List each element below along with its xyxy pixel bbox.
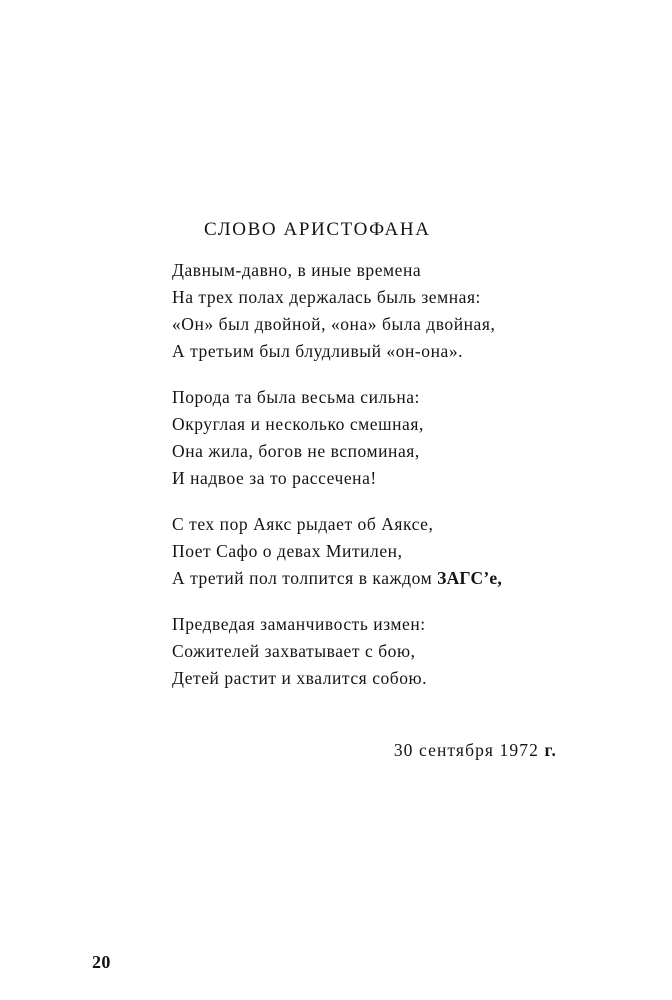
verse-line: С тех пор Аякс рыдает об Аяксе, [172, 514, 434, 534]
verse-line: А третьим был блудливый «он-она». [172, 341, 464, 361]
page-number: 20 [92, 952, 111, 972]
stanza-3 [172, 511, 602, 592]
verse-line-text: А третий пол толпится в каждом [172, 568, 438, 588]
stanza-1 [172, 257, 602, 365]
poem-date-text: 30 сентября 1972 [393, 740, 545, 760]
verse-line: Она жила, богов не вспоминая, [172, 441, 420, 461]
page-title: СЛОВО АРИСТОФАНА [204, 218, 431, 240]
verse-line: Сожителей захватывает с бою, [172, 641, 416, 661]
verse-line: Порода та была весьма сильна: [172, 387, 420, 407]
verse-line: Округлая и несколько смешная, [172, 414, 424, 434]
verse-line: И надвое за то рассечена! [172, 468, 377, 488]
verse-line: Поет Сафо о девах Митилен, [172, 541, 403, 561]
verse-line: На трех полах держалась быль земная: [172, 287, 481, 307]
poem-body [172, 257, 602, 692]
poem-date [172, 737, 557, 764]
verse-line: Детей растит и хвалится собою. [172, 668, 428, 688]
stanza-2 [172, 384, 602, 492]
verse-line: «Он» был двойной, «она» была двойная, [172, 314, 496, 334]
stanza-4 [172, 611, 602, 692]
verse-line: Давным-давно, в иные времена [172, 260, 422, 280]
verse-line-emphasis: ЗАГС’е, [437, 568, 502, 588]
verse-line [172, 565, 602, 592]
verse-line: Предведая заманчивость измен: [172, 614, 426, 634]
poem-date-suffix: г. [544, 740, 557, 760]
